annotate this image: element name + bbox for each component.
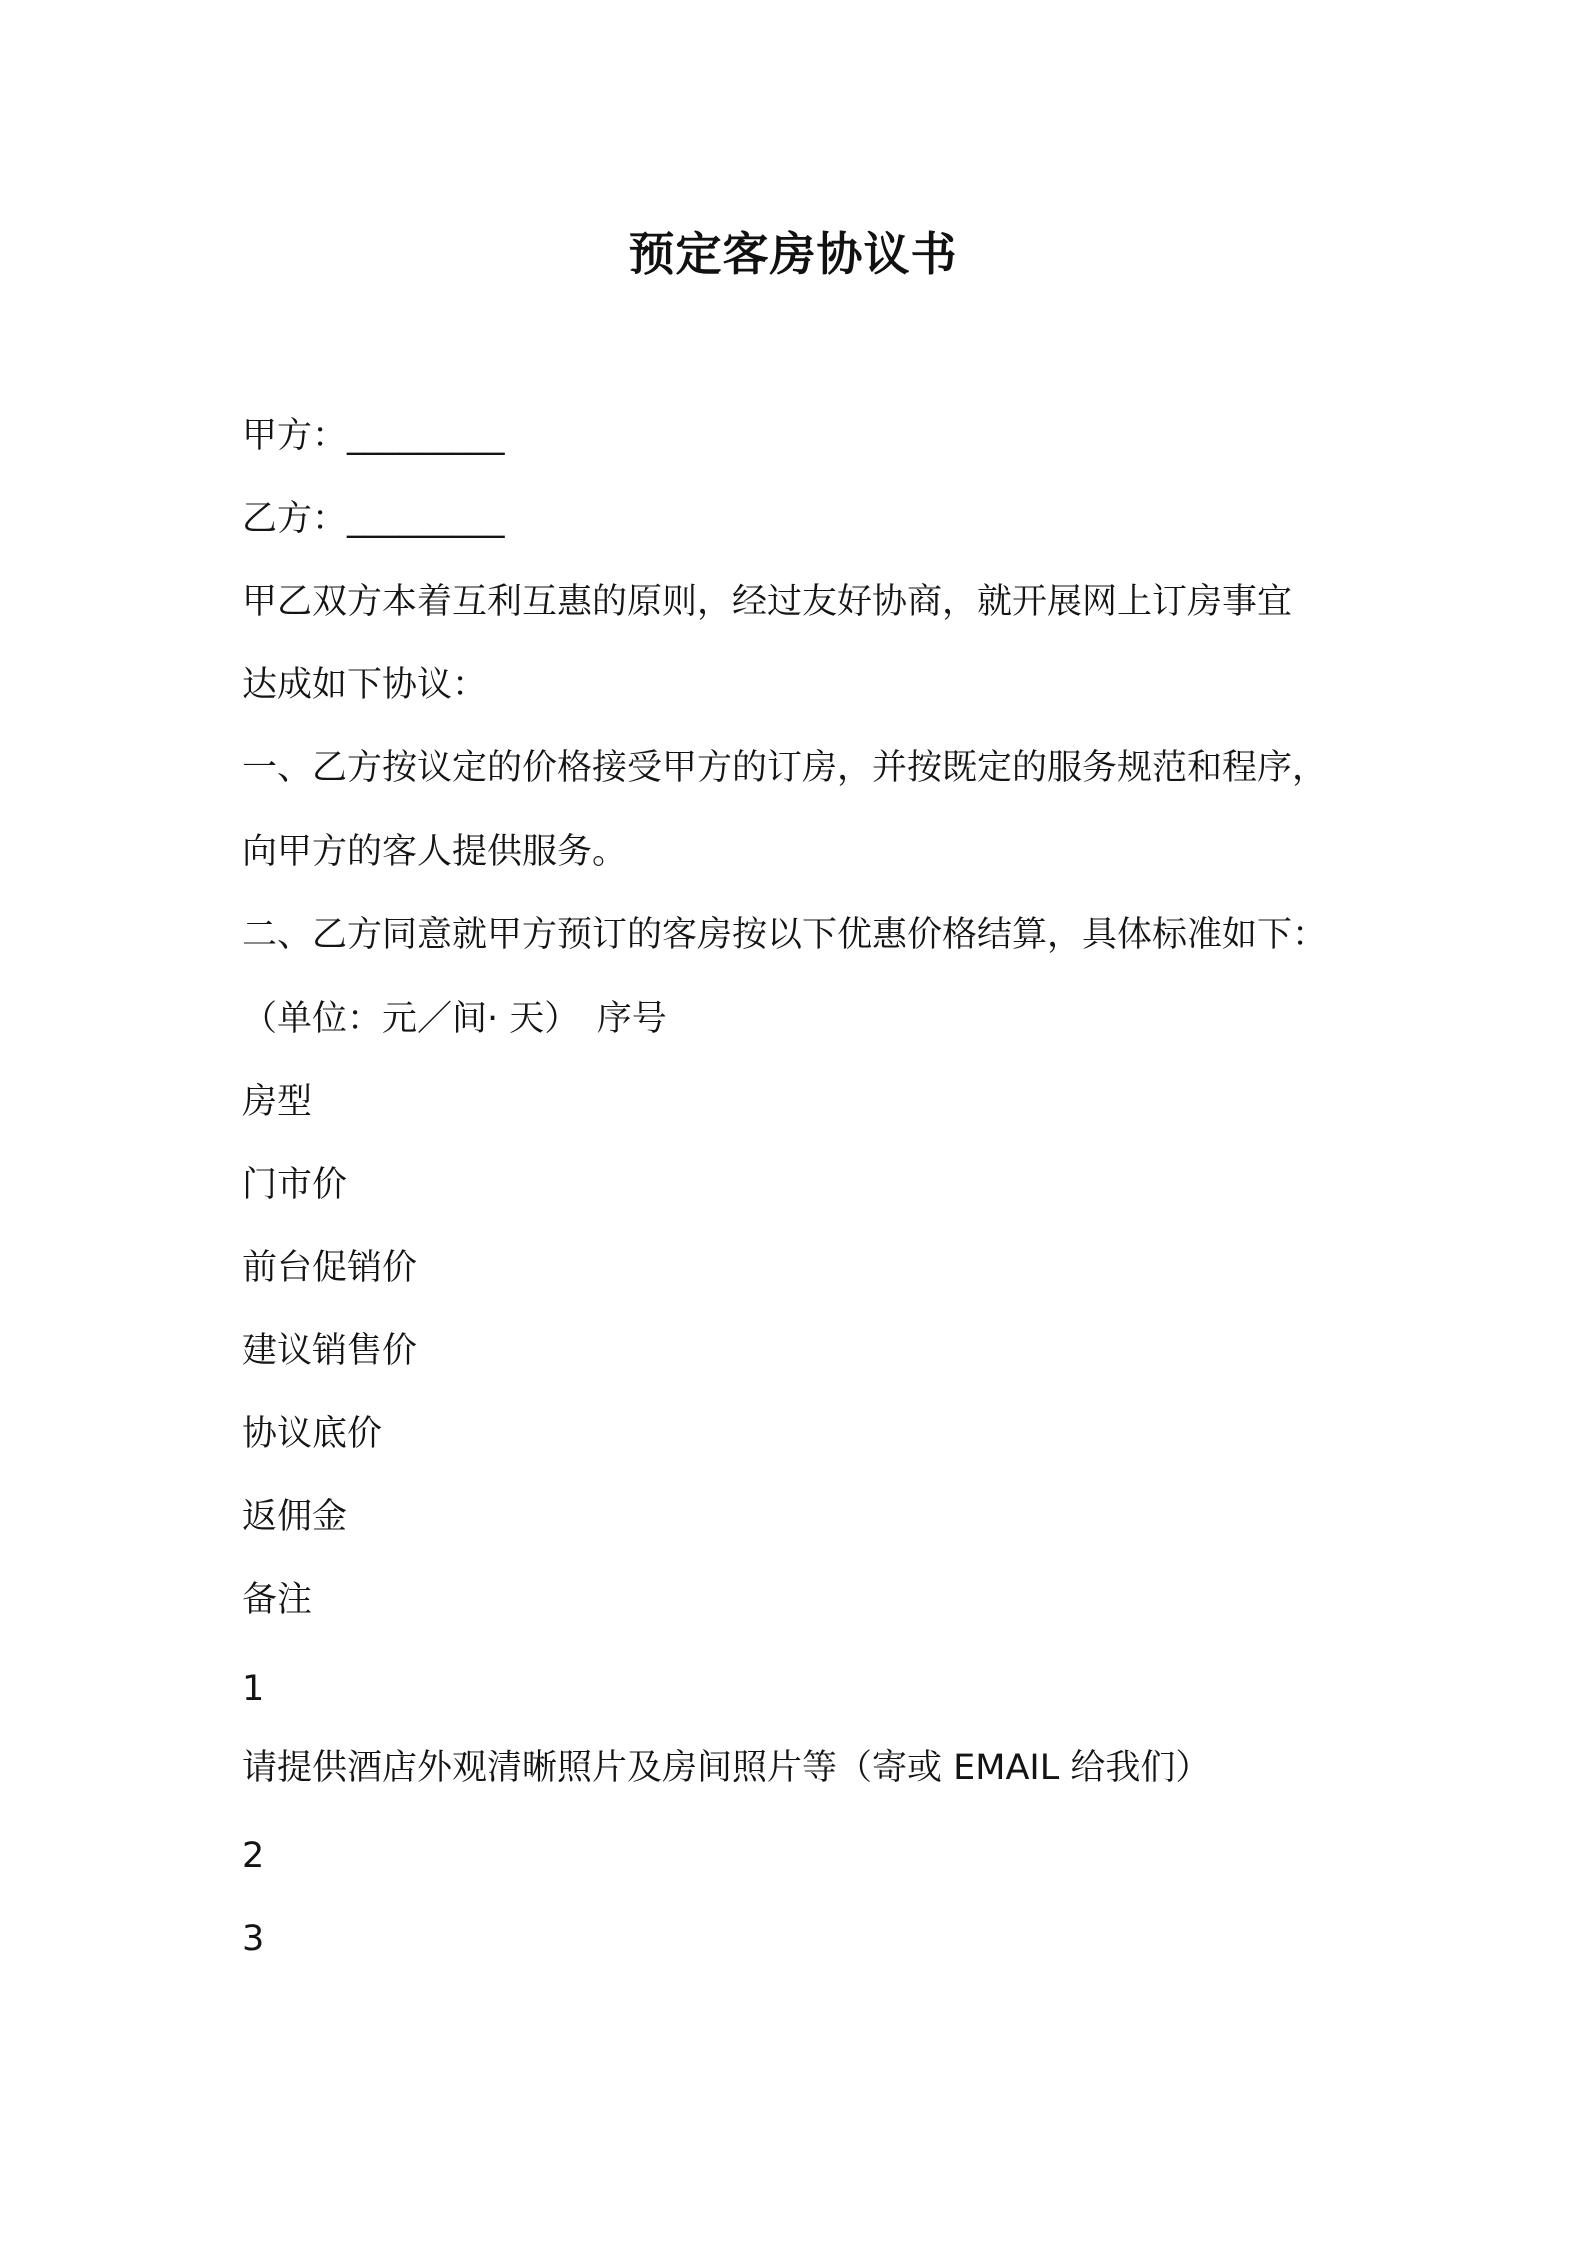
- table-row-1-number: 1: [242, 1669, 265, 1709]
- intro-paragraph-line-2: 达成如下协议：: [242, 665, 488, 705]
- clause-1-line-2: 向甲方的客人提供服务。: [242, 832, 628, 872]
- table-row-1-note: 请提供酒店外观清晰照片及房间照片等（寄或 EMAIL 给我们）: [242, 1748, 1211, 1788]
- table-row-2-number: 2: [242, 1836, 265, 1876]
- table-header-agreement-base-price: 协议底价: [242, 1414, 383, 1454]
- intro-paragraph-line-1: 甲乙双方本着互利互惠的原则，经过友好协商，就开展网上订房事宜: [242, 582, 1293, 622]
- table-header-suggested-sale-price: 建议销售价: [242, 1331, 418, 1371]
- unit-label: （单位：元／间· 天） 序号: [242, 999, 667, 1039]
- party-b-line: 乙方：_________: [242, 499, 505, 539]
- clause-2-line-1: 二、乙方同意就甲方预订的客房按以下优惠价格结算，具体标准如下：: [242, 915, 1328, 955]
- party-a-line: 甲方：_________: [242, 416, 505, 456]
- table-header-remarks: 备注: [242, 1580, 313, 1620]
- table-header-room-type: 房型: [242, 1082, 313, 1122]
- table-header-front-desk-promo-price: 前台促销价: [242, 1248, 418, 1288]
- clause-1-line-1: 一、乙方按议定的价格接受甲方的订房，并按既定的服务规范和程序，: [242, 748, 1328, 788]
- table-row-3-number: 3: [242, 1919, 265, 1959]
- table-header-commission: 返佣金: [242, 1497, 348, 1537]
- document-title: 预定客房协议书: [628, 227, 958, 281]
- table-header-rack-rate: 门市价: [242, 1165, 348, 1205]
